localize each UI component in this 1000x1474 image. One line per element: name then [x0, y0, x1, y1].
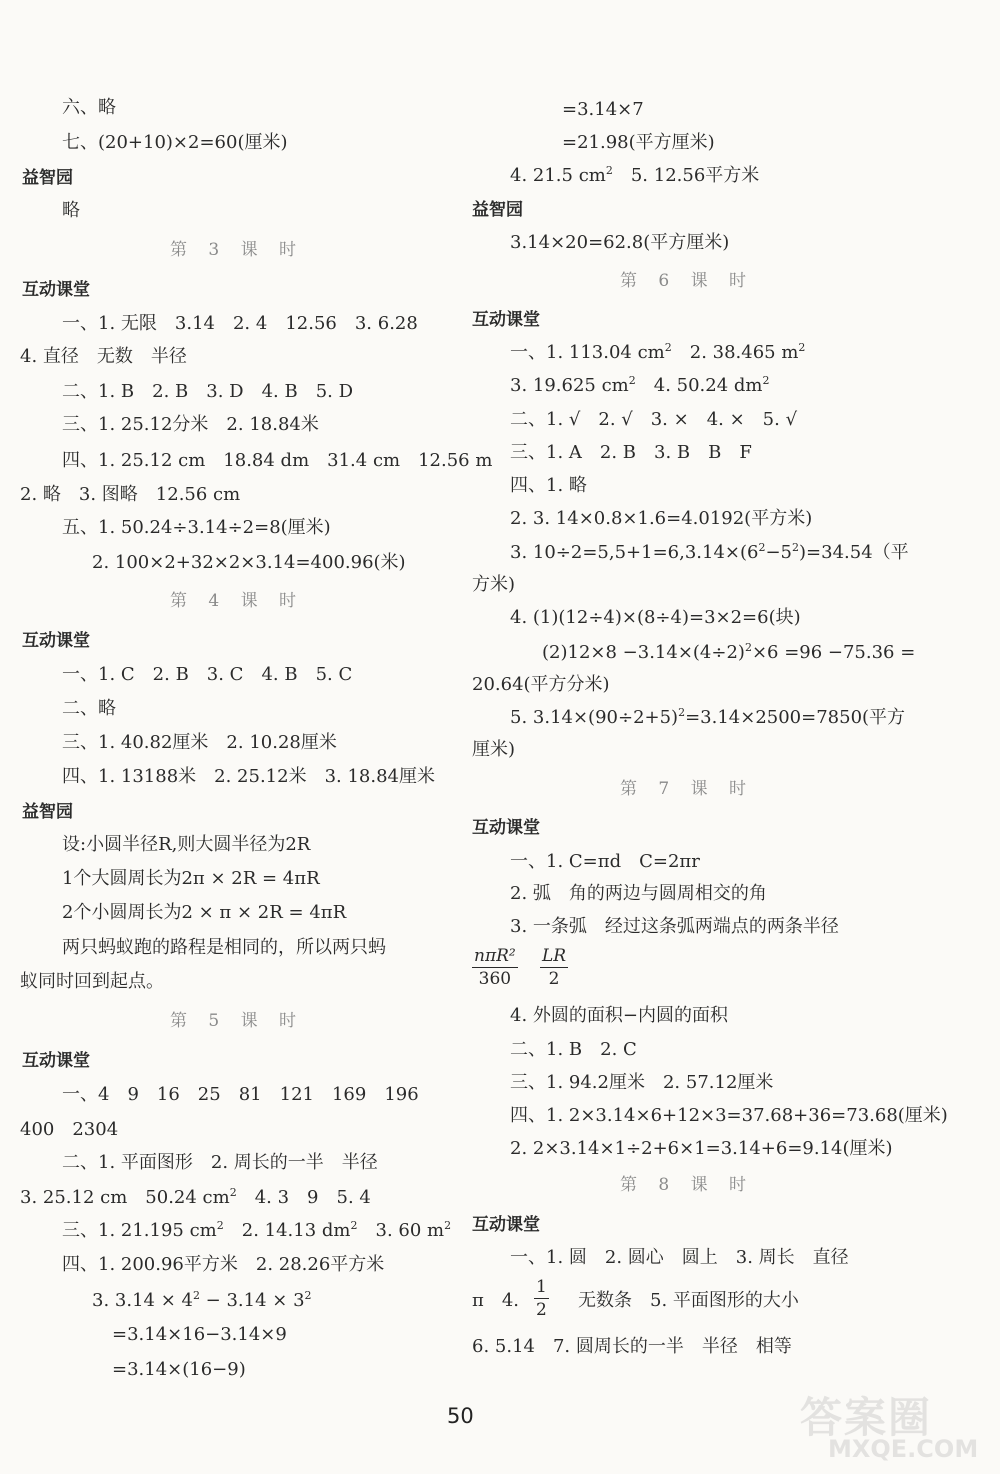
page-number: 50 [447, 1404, 474, 1428]
lesson-title: 第 7 课 时 [620, 779, 755, 799]
answer-line: 3. 一条弧 经过这条弧两端点的两条半径 [510, 916, 839, 937]
answer-line: 七、(20+10)×2=60(厘米) [62, 132, 288, 153]
answer-line: 厘米) [472, 739, 516, 760]
answer-line: 2. 略 3. 图略 12.56 cm [20, 484, 241, 505]
fraction-sector-area-lr: $\frac{LR}{2}$ [542, 946, 567, 989]
answer-line: 4. 21.5 $cm^2$ 5. 12.56平方米 [510, 164, 760, 186]
answer-line: 五、1. 50.24÷3.14÷2=8(厘米) [62, 517, 331, 538]
answer-line: 3. 19.625 $cm^2$ 4. 50.24 $dm^2$ [510, 374, 770, 396]
answer-line: 三、1. A 2. B 3. B B F [510, 442, 752, 463]
section-heading: 互动课堂 [22, 1051, 90, 1071]
answer-line: 6. 5.14 7. 圆周长的一半 半径 相等 [472, 1336, 792, 1357]
section-heading: 益智园 [472, 200, 523, 220]
answer-line: 三、1. 40.82厘米 2. 10.28厘米 [62, 732, 337, 753]
answer-line: =3.14×(16−9) [112, 1359, 246, 1380]
answer-line: 二、1. 平面图形 2. 周长的一半 半径 [62, 1152, 378, 1173]
lesson-title: 第 6 课 时 [620, 271, 755, 291]
answer-line: 二、1. B 2. C [510, 1039, 637, 1060]
answer-line: 设:小圆半径R,则大圆半径为2R [62, 834, 311, 855]
lesson-title: 第 5 课 时 [170, 1011, 305, 1031]
answer-line: 4. 直径 无数 半径 [20, 346, 187, 367]
answer-line: 2. 100×2+32×2×3.14=400.96(米) [92, 552, 406, 573]
fraction-sector-area: nπR² 360 [474, 946, 516, 989]
answer-line: 2个小圆周长为2 × π × 2R = 4πR [62, 902, 347, 923]
answer-line: 一、1. 无限 3.14 2. 4 12.56 3. 6.28 [62, 313, 418, 334]
right-column [470, 0, 948, 1474]
answer-line: 4. (1)(12÷4)×(8÷4)=3×2=6(块) [510, 607, 801, 628]
answer-line: 20.64(平方分米) [472, 674, 610, 695]
answer-line: =3.14×16−3.14×9 [112, 1324, 287, 1345]
section-heading: 互动课堂 [22, 280, 90, 300]
answer-line: 400 2304 [20, 1119, 119, 1140]
answer-line: 3. $3.14 \times 4^2 - 3.14 \times 3^2$ [92, 1289, 312, 1311]
answer-line: 蚁同时回到起点。 [20, 971, 164, 992]
lesson-title: 第 4 课 时 [170, 591, 305, 611]
section-heading: 互动课堂 [472, 1215, 540, 1235]
answer-line: 方米) [472, 574, 516, 595]
answer-line: 1个大圆周长为2π × 2R = 4πR [62, 868, 320, 889]
answer-line: 三、1. 94.2厘米 2. 57.12厘米 [510, 1072, 774, 1093]
section-heading: 互动课堂 [22, 631, 90, 651]
answer-line: 略 [62, 200, 80, 221]
answer-line: π 4. [472, 1290, 520, 1311]
answer-line: 一、1. C 2. B 3. C 4. B 5. C [62, 664, 353, 685]
answer-line: 2. 3. 14×0.8×1.6=4.0192(平方米) [510, 508, 813, 529]
answer-line: $(2)12\times 8 -3.14\times(4\div 2)^2\times 6 =96 -75.36$ = [542, 641, 916, 663]
section-heading: 益智园 [22, 802, 73, 822]
section-heading: 互动课堂 [472, 818, 540, 838]
answer-line: 六、略 [62, 97, 116, 118]
answer-line: =21.98(平方厘米) [562, 132, 715, 153]
lesson-title: 第 8 课 时 [620, 1175, 755, 1195]
lesson-title: 第 3 课 时 [170, 240, 305, 260]
answer-line: 四、1. 略 [510, 475, 587, 496]
answer-line: 2. 弧 角的两边与圆周相交的角 [510, 883, 767, 904]
answer-line: 一、4 9 16 25 81 121 169 196 [62, 1084, 419, 1105]
answer-line: 一、1. C=πd C=2πr [510, 851, 700, 872]
section-heading: 互动课堂 [472, 310, 540, 330]
answer-line: =3.14×7 [562, 99, 644, 120]
answer-line: 3.14×20=62.8(平方厘米) [510, 232, 730, 253]
watermark-logo: 答案圈 MXQE.COM [800, 1393, 979, 1463]
answer-line: 四、1. 13188米 2. 25.12米 3. 18.84厘米 [62, 766, 436, 787]
answer-line: 5. $3.14\times(90\div 2+5)^2=3.14\times 2500=7850$(平方 [510, 706, 906, 728]
answer-line: 四、1. 2×3.14×6+12×3=37.68+36=73.68(厘米) [510, 1105, 948, 1126]
answer-line: 四、1. 200.96平方米 2. 28.26平方米 [62, 1254, 385, 1275]
answer-line: 两只蚂蚁跑的路程是相同的，所以两只蚂 [62, 937, 386, 958]
left-column [0, 0, 493, 1474]
answer-line: 无数条 5. 平面图形的大小 [578, 1290, 799, 1311]
answer-line: 三、1. 21.195 $cm^2$ 2. 14.13 $dm^2$ 3. 60 $m^2$ [62, 1219, 452, 1241]
answer-line: 3. $10\div 2=5,5+1=6,3.14\times(6^2-5^2)=34.54$（平 [510, 541, 909, 563]
section-heading: 益智园 [22, 168, 73, 188]
answer-line: 一、1. 圆 2. 圆心 圆上 3. 周长 直径 [510, 1247, 849, 1268]
answer-line: 四、1. 25.12 cm 18.84 dm 31.4 cm 12.56 m [62, 450, 493, 471]
answer-line: 二、1. √ 2. √ 3. × 4. × 5. √ [510, 409, 798, 430]
answer-line: 2. 2×3.14×1÷2+6×1=3.14+6=9.14(厘米) [510, 1138, 893, 1159]
answer-line: 三、1. 25.12分米 2. 18.84米 [62, 414, 319, 435]
answer-line: 一、1. 113.04 $cm^2$ 2. 38.465 $m^2$ [510, 341, 806, 363]
answer-line: 二、1. B 2. B 3. D 4. B 5. D [62, 381, 354, 402]
answer-line: 3. 25.12 cm 50.24 $cm^2$ 4. 3 9 5. 4 [20, 1186, 371, 1208]
answer-line: 4. 外圆的面积−内圆的面积 [510, 1005, 728, 1026]
fraction-one-half: $\frac{1}{2}$ [536, 1277, 547, 1320]
answer-line: 二、略 [62, 698, 116, 719]
